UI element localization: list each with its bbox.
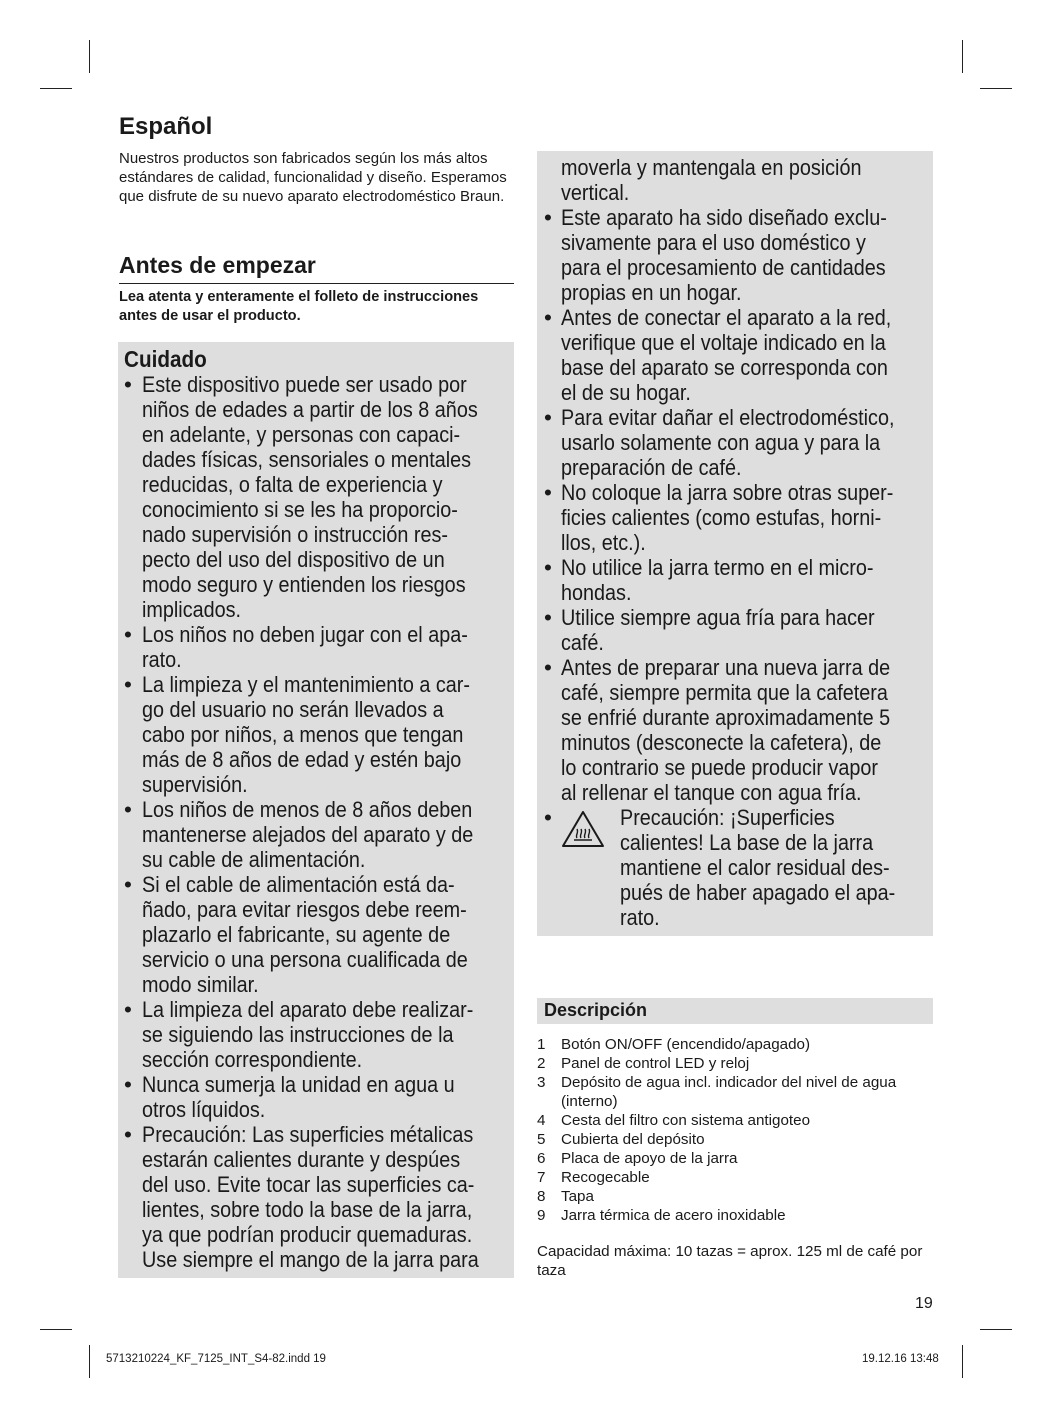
description-item-text: Recogecable <box>561 1169 650 1186</box>
bullet-line: Los niños de menos de 8 años deben <box>142 797 473 822</box>
bullet-marker: • <box>544 655 552 680</box>
bullet-line: La limpieza y el mantenimiento a car- <box>142 672 470 697</box>
bullet-line: mantenerse alejados del aparato y de <box>142 822 474 847</box>
bullet-line: llos, etc.). <box>561 530 646 555</box>
description-item-number: 7 <box>537 1169 546 1186</box>
bullet-line: dades físicas, sensoriales o mentales <box>142 447 472 472</box>
page-number: 19 <box>915 1295 933 1312</box>
bullet-line: propias en un hogar. <box>561 280 742 305</box>
footer-date: 19.12.16 13:48 <box>862 1353 939 1365</box>
description-item-number: 8 <box>537 1188 546 1205</box>
bullet-line: Use siempre el mango de la jarra para <box>142 1247 479 1272</box>
bullet-line: Este dispositivo puede ser usado por <box>142 372 467 397</box>
crop-mark <box>962 40 963 73</box>
description-item <box>537 1111 937 1130</box>
bullet-line: No coloque la jarra sobre otras super- <box>561 480 894 505</box>
bullet-line: en adelante, y personas con capaci- <box>142 422 461 447</box>
bullet-line: Los niños no deben jugar con el apa- <box>142 622 468 647</box>
bullet-marker: • <box>124 1122 132 1147</box>
warning-item <box>0 997 520 1072</box>
description-item-number: 1 <box>537 1036 546 1053</box>
description-item <box>537 1130 937 1149</box>
bullet-line: Para evitar dañar el electrodoméstico, <box>561 405 895 430</box>
bullet-line: Antes de preparar una nueva jarra de <box>561 655 891 680</box>
description-item-text: Tapa <box>561 1188 594 1205</box>
description-item-number: 9 <box>537 1207 546 1224</box>
warning-item <box>0 1072 520 1122</box>
bullet-line: mantiene el calor residual des- <box>620 855 890 880</box>
intro-paragraph: Nuestros productos son fabricados según los más altos estándares de calidad, funcionalidad y diseño. Esperamos que disfrute de su nuevo aparato electrodoméstico Braun. <box>119 150 507 205</box>
bullet-marker: • <box>124 797 132 822</box>
description-item-text: Jarra térmica de acero inoxidable <box>561 1207 786 1224</box>
crop-mark <box>89 1345 90 1378</box>
section-heading-before-start: Antes de empezar <box>119 252 316 278</box>
bullet-line: modo seguro y entienden los riesgos <box>142 572 466 597</box>
warning-item <box>0 1122 520 1272</box>
bullet-line: minutos (desconecte la cafetera), de <box>561 730 882 755</box>
bullet-line: Si el cable de alimentación está da- <box>142 872 455 897</box>
description-item <box>537 1187 937 1206</box>
bullet-line: No utilice la jarra termo en el micro- <box>561 555 874 580</box>
bullet-marker: • <box>124 372 132 397</box>
bullet-line: Precaución: Las superficies métalicas <box>142 1122 474 1147</box>
bullet-line: para el procesamiento de cantidades <box>561 255 886 280</box>
bullet-marker: • <box>544 480 552 505</box>
description-item-text: Cubierta del depósito <box>561 1131 705 1148</box>
description-item-text: Panel de control LED y reloj <box>561 1055 750 1072</box>
bullet-line: conocimiento si se les ha proporcio- <box>142 497 458 522</box>
bullet-line: otros líquidos. <box>142 1097 266 1122</box>
description-item-number: 6 <box>537 1150 546 1167</box>
bullet-marker: • <box>124 672 132 697</box>
crop-mark <box>962 1345 963 1378</box>
warning-item <box>0 480 940 555</box>
bullet-line: plazarlo el fabricante, su agente de <box>142 922 451 947</box>
crop-mark <box>40 1329 72 1330</box>
bullet-line: pués de haber apagado el apa- <box>620 880 896 905</box>
description-item-text: Placa de apoyo de la jarra <box>561 1150 738 1167</box>
bullet-line: reducidas, o falta de experiencia y <box>142 472 443 497</box>
bullet-line: lo contrario se puede producir vapor <box>561 755 878 780</box>
bullet-line: pecto del uso del dispositivo de un <box>142 547 445 572</box>
bullet-line: rato. <box>620 905 660 930</box>
continued-line: vertical. <box>561 180 630 205</box>
warning-item <box>0 605 940 655</box>
description-item <box>537 1035 937 1054</box>
bullet-line: su cable de alimentación. <box>142 847 366 872</box>
bullet-line: se enfrié durante aproximadamente 5 <box>561 705 891 730</box>
crop-mark <box>89 40 90 73</box>
bullet-line: Antes de conectar el aparato a la red, <box>561 305 892 330</box>
bullet-line: al rellenar el tanque con agua fría. <box>561 780 862 805</box>
bullet-line: hondas. <box>561 580 632 605</box>
bullet-line: Nunca sumerja la unidad en agua u <box>142 1072 455 1097</box>
description-item-number: 3 <box>537 1074 546 1091</box>
description-item-text: Cesta del filtro con sistema antigoteo <box>561 1112 811 1129</box>
description-item <box>537 1168 937 1187</box>
bullet-marker: • <box>124 622 132 647</box>
description-item <box>537 1206 937 1225</box>
bullet-line: go del usuario no serán llevados a <box>142 697 444 722</box>
continued-line: moverla y mantengala en posición <box>561 155 862 180</box>
bullet-line: el de su hogar. <box>561 380 691 405</box>
warning-item <box>0 555 940 605</box>
description-item-text: Depósito de agua incl. indicador del nivel de agua (interno) <box>561 1074 897 1110</box>
bullet-marker: • <box>124 1072 132 1097</box>
bullet-line: ficies calientes (como estufas, horni- <box>561 505 882 530</box>
bullet-marker: • <box>544 205 552 230</box>
capacity-note: Capacidad máxima: 10 tazas = aprox. 125 ml de café por taza <box>537 1243 923 1279</box>
bullet-marker: • <box>544 405 552 430</box>
warning-item <box>0 405 940 480</box>
description-item-number: 2 <box>537 1055 546 1072</box>
description-item-number: 5 <box>537 1131 546 1148</box>
warning-title: Cuidado <box>124 346 207 372</box>
hot-surface-warning-icon <box>560 809 606 849</box>
bullet-line: ñado, para evitar riesgos debe reem- <box>142 897 467 922</box>
crop-mark <box>980 1329 1012 1330</box>
bullet-line: Este aparato ha sido diseñado exclu- <box>561 205 887 230</box>
bullet-line: usarlo solamente con agua y para la <box>561 430 881 455</box>
bullet-line: del uso. Evite tocar las superficies ca- <box>142 1172 475 1197</box>
bullet-line: Precaución: ¡Superficies <box>620 805 835 830</box>
bullet-line: base del aparato se corresponda con <box>561 355 888 380</box>
warning-item-caution <box>0 805 940 930</box>
bullet-line: Utilice siempre agua fría para hacer <box>561 605 875 630</box>
description-title: Descripción <box>544 1000 648 1020</box>
description-item <box>537 1073 937 1111</box>
warning-list-right <box>0 205 940 930</box>
bullet-line: niños de edades a partir de los 8 años <box>142 397 478 422</box>
bullet-line: servicio o una persona cualificada de <box>142 947 468 972</box>
warning-list-continuation <box>561 155 902 205</box>
bullet-line: más de 8 años de edad y estén bajo <box>142 747 462 772</box>
bullet-line: supervisión. <box>142 772 248 797</box>
warning-item <box>0 205 940 305</box>
bullet-line: lientes, sobre todo la base de la jarra, <box>142 1197 473 1222</box>
bullet-line: ya que podrían producir quemaduras. <box>142 1222 473 1247</box>
description-item-number: 4 <box>537 1112 546 1129</box>
bullet-line: rato. <box>142 647 182 672</box>
bullet-line: se siguiendo las instrucciones de la <box>142 1022 454 1047</box>
crop-mark <box>40 88 72 89</box>
bullet-line: sección correspondiente. <box>142 1047 363 1072</box>
page-heading: Español <box>119 113 213 140</box>
bullet-marker: • <box>544 805 552 830</box>
bullet-line: verifique que el voltaje indicado en la <box>561 330 886 355</box>
bullet-line: sivamente para el uso doméstico y <box>561 230 866 255</box>
bullet-marker: • <box>124 997 132 1022</box>
footer-file-info: 5713210224_KF_7125_INT_S4-82.indd 19 <box>106 1353 326 1365</box>
bullet-marker: • <box>544 305 552 330</box>
before-start-lead: Lea atenta y enteramente el folleto de instrucciones antes de usar el producto. <box>119 289 479 324</box>
description-item-text: Botón ON/OFF (encendido/apagado) <box>561 1036 811 1053</box>
warning-item <box>0 655 940 805</box>
bullet-line: café. <box>561 630 604 655</box>
bullet-line: preparación de café. <box>561 455 742 480</box>
bullet-line: nado supervisión o instrucción res- <box>142 522 448 547</box>
bullet-marker: • <box>124 872 132 897</box>
bullet-line: implicados. <box>142 597 242 622</box>
bullet-line: modo similar. <box>142 972 259 997</box>
crop-mark <box>980 88 1012 89</box>
description-item <box>537 1149 937 1168</box>
bullet-line: calientes! La base de la jarra <box>620 830 874 855</box>
bullet-line: estarán calientes durante y despúes <box>142 1147 461 1172</box>
description-item <box>537 1054 937 1073</box>
bullet-marker: • <box>544 605 552 630</box>
warning-item <box>0 305 940 405</box>
bullet-line: La limpieza del aparato debe realizar- <box>142 997 474 1022</box>
bullet-line: cabo por niños, a menos que tengan <box>142 722 464 747</box>
bullet-marker: • <box>544 555 552 580</box>
bullet-line: café, siempre permita que la cafetera <box>561 680 888 705</box>
description-list <box>537 1035 937 1225</box>
